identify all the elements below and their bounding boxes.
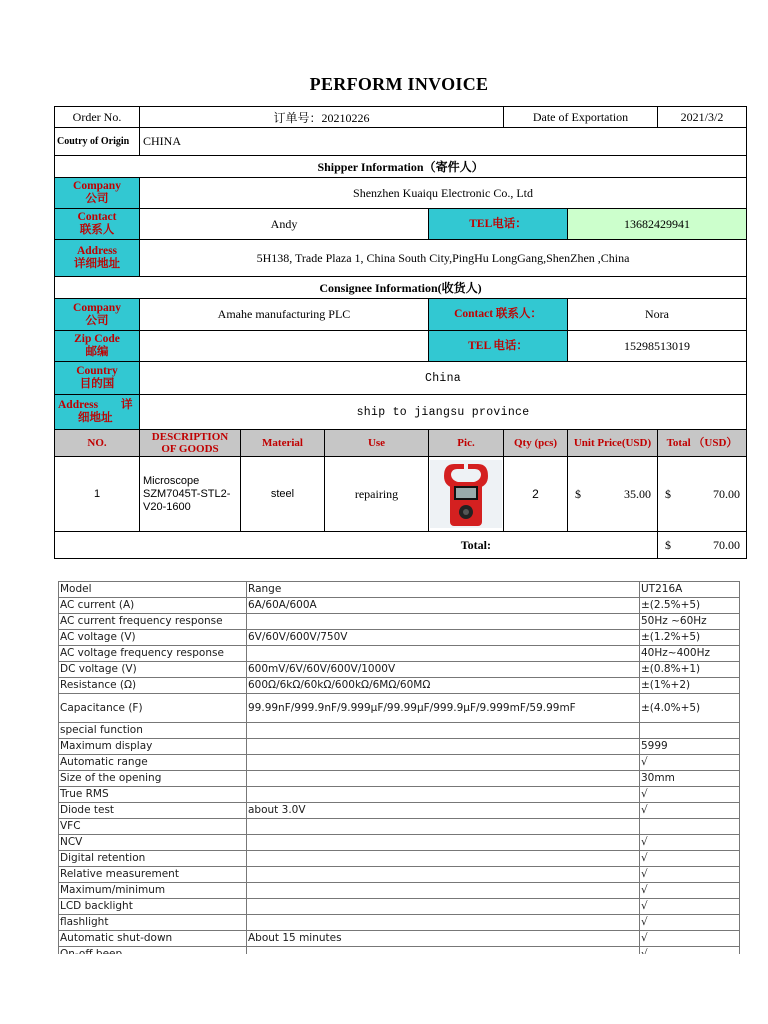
shipper-address-label — [55, 240, 140, 277]
spec-name: Relative measurement — [59, 867, 247, 883]
spec-value: ±(1%+2) — [640, 678, 740, 694]
spec-value — [640, 819, 740, 835]
currency-symbol: $ — [665, 537, 672, 552]
col-pic: Pic. — [429, 430, 504, 457]
spec-row — [59, 678, 740, 694]
consignee-country-label — [55, 362, 140, 395]
label-cn: 公司 — [85, 314, 109, 327]
currency-symbol: $ — [575, 486, 582, 501]
spec-row — [59, 694, 740, 723]
item-total — [658, 457, 747, 532]
spec-name: Automatic shut-down — [59, 931, 247, 947]
item-use: repairing — [325, 457, 429, 532]
page-bottom-margin — [0, 954, 768, 1024]
spec-range — [247, 723, 640, 739]
label-en: Company — [73, 180, 121, 192]
spec-name: NCV — [59, 835, 247, 851]
consignee-contact-label: Contact 联系人： — [429, 299, 568, 331]
consignee-company-label — [55, 299, 140, 331]
item-description: Microscope SZM7045T-STL2-V20-1600 — [140, 457, 241, 532]
spec-range — [247, 755, 640, 771]
item-row — [55, 457, 747, 532]
spec-name: DC voltage (V) — [59, 662, 247, 678]
spec-value — [640, 723, 740, 739]
spec-value: 50Hz ~60Hz — [640, 614, 740, 630]
unit-price-value: 35.00 — [624, 486, 652, 501]
spec-name: AC voltage (V) — [59, 630, 247, 646]
origin-value: CHINA — [140, 128, 747, 156]
spec-row — [59, 723, 740, 739]
invoice-title: PERFORM INVOICE — [309, 74, 489, 94]
spec-range: About 15 minutes — [247, 931, 640, 947]
shipper-company-label — [55, 178, 140, 209]
spec-value: ±(0.8%+1) — [640, 662, 740, 678]
shipper-contact: Andy — [140, 209, 429, 240]
col-total: Total （USD） — [658, 430, 747, 457]
spec-range — [247, 614, 640, 630]
spec-name: special function — [59, 723, 247, 739]
spec-name: Diode test — [59, 803, 247, 819]
consignee-zip-label — [55, 331, 140, 362]
spec-row — [59, 899, 740, 915]
spec-value: UT216A — [640, 582, 740, 598]
col-unit-price: Unit Price(USD) — [568, 430, 658, 457]
clamp-meter-icon — [430, 460, 502, 528]
spec-name: AC current (A) — [59, 598, 247, 614]
label-en: Zip Code — [74, 333, 120, 345]
grand-total — [658, 532, 747, 559]
spec-name: AC voltage frequency response — [59, 646, 247, 662]
consignee-contact: Nora — [568, 299, 747, 331]
label-en: Country — [76, 365, 118, 377]
label-en: Company — [73, 301, 121, 314]
spec-range — [247, 867, 640, 883]
spec-value: √ — [640, 835, 740, 851]
item-no: 1 — [55, 457, 140, 532]
shipper-tel-label: TEL电话： — [429, 209, 568, 240]
spec-range — [247, 771, 640, 787]
label-cn: 详细地址 — [74, 258, 120, 270]
spec-row — [59, 851, 740, 867]
spec-table — [58, 581, 740, 963]
shipper-header: Shipper Information（寄件人） — [55, 156, 747, 178]
spec-row — [59, 646, 740, 662]
currency-symbol: $ — [665, 486, 672, 501]
spec-value: √ — [640, 787, 740, 803]
col-no: NO. — [55, 430, 140, 457]
label-cn: 目的国 — [79, 378, 115, 390]
spec-name: flashlight — [59, 915, 247, 931]
spec-value: √ — [640, 915, 740, 931]
spec-value: √ — [640, 883, 740, 899]
invoice-table — [54, 106, 747, 559]
item-material: steel — [241, 457, 325, 532]
label-cn: 邮编 — [85, 346, 109, 358]
col-use: Use — [325, 430, 429, 457]
spec-row — [59, 819, 740, 835]
spec-row — [59, 883, 740, 899]
consignee-tel: 15298513019 — [568, 331, 747, 362]
spec-name: True RMS — [59, 787, 247, 803]
spec-value: 5999 — [640, 739, 740, 755]
spec-range: 6V/60V/600V/750V — [247, 630, 640, 646]
consignee-company: Amahe manufacturing PLC — [140, 299, 429, 331]
grand-total-value: 70.00 — [713, 537, 741, 552]
consignee-country: China — [140, 362, 747, 395]
spec-row — [59, 598, 740, 614]
label-en: Address — [76, 245, 118, 257]
spec-range — [247, 899, 640, 915]
spec-range — [247, 739, 640, 755]
spec-range — [247, 787, 640, 803]
spec-row — [59, 755, 740, 771]
origin-label: Coutry of Origin — [55, 128, 140, 156]
item-total-value: 70.00 — [713, 486, 741, 501]
spec-row — [59, 787, 740, 803]
label-cn: 公司 — [85, 193, 109, 205]
spec-range — [247, 883, 640, 899]
order-no-value: 订单号：20210226 — [140, 107, 504, 128]
spec-range — [247, 851, 640, 867]
export-date-value: 2021/3/2 — [658, 107, 747, 128]
spec-value: √ — [640, 931, 740, 947]
shipper-contact-label — [55, 209, 140, 240]
spec-name: AC current frequency response — [59, 614, 247, 630]
spec-name: Resistance (Ω) — [59, 678, 247, 694]
spec-range: 600Ω/6kΩ/60kΩ/600kΩ/6MΩ/60MΩ — [247, 678, 640, 694]
spec-row — [59, 582, 740, 598]
spec-range: 99.99nF/999.9nF/9.999μF/99.99μF/999.9μF/9.999mF/59.99mF — [247, 694, 640, 723]
spec-name: Maximum/minimum — [59, 883, 247, 899]
shipper-company: Shenzhen Kuaiqu Electronic Co., Ltd — [140, 178, 747, 209]
spec-name: Size of the opening — [59, 771, 247, 787]
spec-value: ±(2.5%+5) — [640, 598, 740, 614]
col-material: Material — [241, 430, 325, 457]
spec-name: Digital retention — [59, 851, 247, 867]
spec-value: 30mm — [640, 771, 740, 787]
spec-range: 6A/60A/600A — [247, 598, 640, 614]
spec-value: 40Hz~400Hz — [640, 646, 740, 662]
label-line-1: Address 详 — [58, 399, 133, 411]
consignee-address-label — [55, 395, 140, 430]
spec-row — [59, 630, 740, 646]
spec-name: Model — [59, 582, 247, 598]
spec-row — [59, 867, 740, 883]
spec-value: √ — [640, 867, 740, 883]
item-qty: 2 — [504, 457, 568, 532]
spec-value: ±(4.0%+5) — [640, 694, 740, 723]
col-qty: Qty (pcs) — [504, 430, 568, 457]
spec-row — [59, 614, 740, 630]
spec-row — [59, 771, 740, 787]
spec-value: ±(1.2%+5) — [640, 630, 740, 646]
col-description: DESCRIPTION OF GOODS — [140, 430, 241, 457]
spec-name: Maximum display — [59, 739, 247, 755]
shipper-tel: 13682429941 — [568, 209, 747, 240]
spec-range — [247, 819, 640, 835]
spec-value: √ — [640, 803, 740, 819]
spec-row — [59, 931, 740, 947]
export-date-label: Date of Exportation — [504, 107, 658, 128]
item-pic — [429, 457, 504, 532]
spec-range — [247, 835, 640, 851]
spec-row — [59, 835, 740, 851]
spec-range: about 3.0V — [247, 803, 640, 819]
spec-name: Automatic range — [59, 755, 247, 771]
spec-name: LCD backlight — [59, 899, 247, 915]
spec-value: √ — [640, 899, 740, 915]
spec-range: Range — [247, 582, 640, 598]
spec-row — [59, 803, 740, 819]
total-label: Total: — [55, 532, 658, 559]
consignee-header: Consignee Information(收货人) — [55, 277, 747, 299]
consignee-tel-label: TEL 电话： — [429, 331, 568, 362]
consignee-address: ship to jiangsu province — [140, 395, 747, 430]
label-cn: 联系人 — [79, 224, 115, 236]
spec-name: VFC — [59, 819, 247, 835]
item-unit-price — [568, 457, 658, 532]
spec-value: √ — [640, 755, 740, 771]
spec-row — [59, 662, 740, 678]
spec-range — [247, 646, 640, 662]
label-line-2: 细地址 — [78, 412, 113, 424]
spec-value: √ — [640, 851, 740, 867]
order-no-label: Order No. — [55, 107, 140, 128]
spec-range: 600mV/6V/60V/600V/1000V — [247, 662, 640, 678]
spec-name: Capacitance (F) — [59, 694, 247, 723]
spec-range — [247, 915, 640, 931]
shipper-address: 5H138, Trade Plaza 1, China South City,PingHu LongGang,ShenZhen ,China — [140, 240, 747, 277]
consignee-zip — [140, 331, 429, 362]
spec-row — [59, 915, 740, 931]
spec-row — [59, 739, 740, 755]
label-en: Contact — [77, 211, 117, 223]
